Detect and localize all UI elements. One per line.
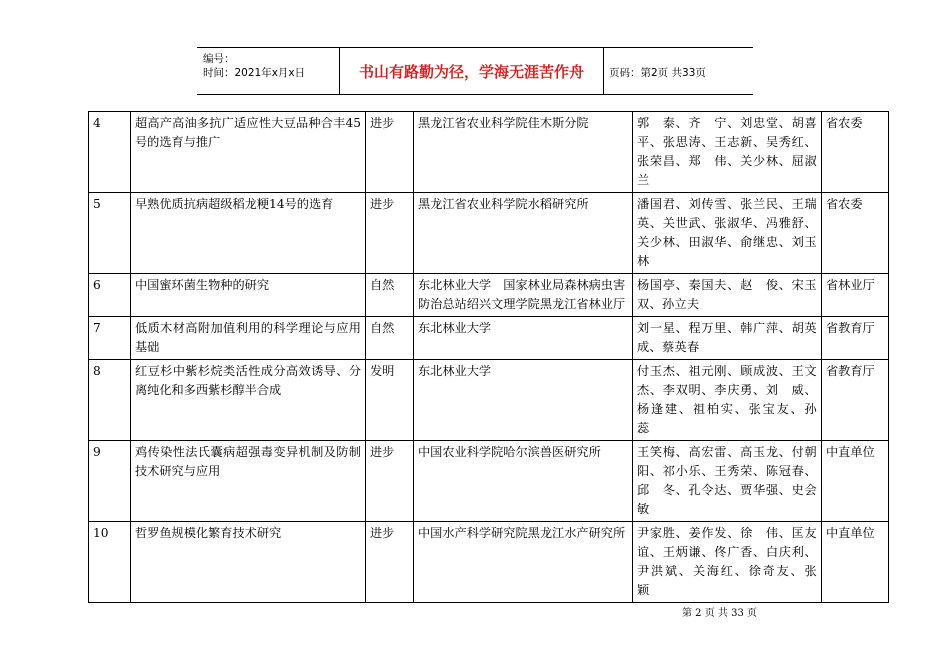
completing-unit-cell: 中国农业科学院哈尔滨兽医研究所 [414,441,633,522]
page-footer: 第 2 页 共 33 页 [682,608,757,619]
project-name-cell: 低质木材高附加值利用的科学理论与应用基础 [131,317,366,360]
completers-cell: 杨国亭、秦国夫、赵 俊、宋玉双、孙立夫 [633,274,822,317]
project-name-cell: 红豆杉中紫杉烷类活性成分高效诱导、分离纯化和多西紫杉醇半合成 [131,360,366,441]
completing-unit-cell: 东北林业大学 [414,317,633,360]
award-type-cell: 进步 [366,522,414,603]
recommender-cell: 省农委 [822,193,889,274]
table-row [89,317,889,360]
header-meta [203,52,337,80]
completers-cell: 刘一星、程万里、韩广萍、胡英成、蔡英春 [633,317,822,360]
completers-cell: 郭 泰、齐 宁、刘忠堂、胡喜平、张思涛、王志新、吴秀红、张荣昌、郑 伟、关少林、屈淑兰 [633,112,822,193]
project-name-cell: 鸡传染性法氏囊病超强毒变异机制及防制技术研究与应用 [131,441,366,522]
row-number-cell: 7 [89,317,131,360]
completers-cell: 尹家胜、姜作发、徐 伟、匡友谊、王炳谦、佟广香、白庆利、尹洪斌、关海红、徐奇友、张 颖 [633,522,822,603]
header-page-label: 页码：第2页 共33页 [609,67,706,79]
row-number-cell: 6 [89,274,131,317]
completers-cell: 付玉杰、祖元刚、顾成波、王文杰、李双明、李庆勇、刘 威、杨逢建、祖柏实、张宝友、孙 蕊 [633,360,822,441]
completing-unit-cell: 黑龙江省农业科学院佳木斯分院 [414,112,633,193]
recommender-cell: 中直单位 [822,441,889,522]
row-number-cell: 4 [89,112,131,193]
award-type-cell: 进步 [366,441,414,522]
header-divider [603,48,604,94]
award-type-cell: 进步 [366,112,414,193]
recommender-cell: 省林业厅 [822,274,889,317]
recommender-cell: 省教育厅 [822,360,889,441]
award-type-cell: 自然 [366,317,414,360]
header-motto: 书山有路勤为径，学海无涯苦作舟 [358,63,584,81]
code-label: 编号： [203,53,235,65]
award-table-body [89,112,889,603]
table-row [89,441,889,522]
recommender-cell: 省教育厅 [822,317,889,360]
table-row [89,274,889,317]
table-row [89,360,889,441]
page-header [197,47,753,95]
completers-cell: 王笑梅、高宏雷、高玉龙、付朝阳、祁小乐、王秀荣、陈冠春、邱 冬、孔令达、贾华强、史会敏 [633,441,822,522]
row-number-cell: 5 [89,193,131,274]
award-type-cell: 进步 [366,193,414,274]
completing-unit-cell: 东北林业大学 国家林业局森林病虫害防治总站绍兴文理学院黑龙江省林业厅 [414,274,633,317]
table-row [89,522,889,603]
completing-unit-cell: 黑龙江省农业科学院水稻研究所 [414,193,633,274]
project-name-cell: 哲罗鱼规模化繁育技术研究 [131,522,366,603]
time-label: 时间：2021年x月x日 [203,67,306,79]
completers-cell: 潘国君、刘传雪、张兰民、王瑞英、关世武、张淑华、冯雅舒、关少林、田淑华、俞继忠、刘玉林 [633,193,822,274]
project-name-cell: 中国蜜环菌生物种的研究 [131,274,366,317]
completing-unit-cell: 中国水产科学研究院黑龙江水产研究所 [414,522,633,603]
row-number-cell: 8 [89,360,131,441]
award-type-cell: 发明 [366,360,414,441]
completing-unit-cell: 东北林业大学 [414,360,633,441]
award-table [88,111,889,603]
project-name-cell: 超高产高油多抗广适应性大豆品种合丰45号的选育与推广 [131,112,366,193]
row-number-cell: 10 [89,522,131,603]
project-name-cell: 早熟优质抗病超级稻龙粳14号的选育 [131,193,366,274]
table-row [89,112,889,193]
recommender-cell: 中直单位 [822,522,889,603]
row-number-cell: 9 [89,441,131,522]
recommender-cell: 省农委 [822,112,889,193]
table-row [89,193,889,274]
award-type-cell: 自然 [366,274,414,317]
